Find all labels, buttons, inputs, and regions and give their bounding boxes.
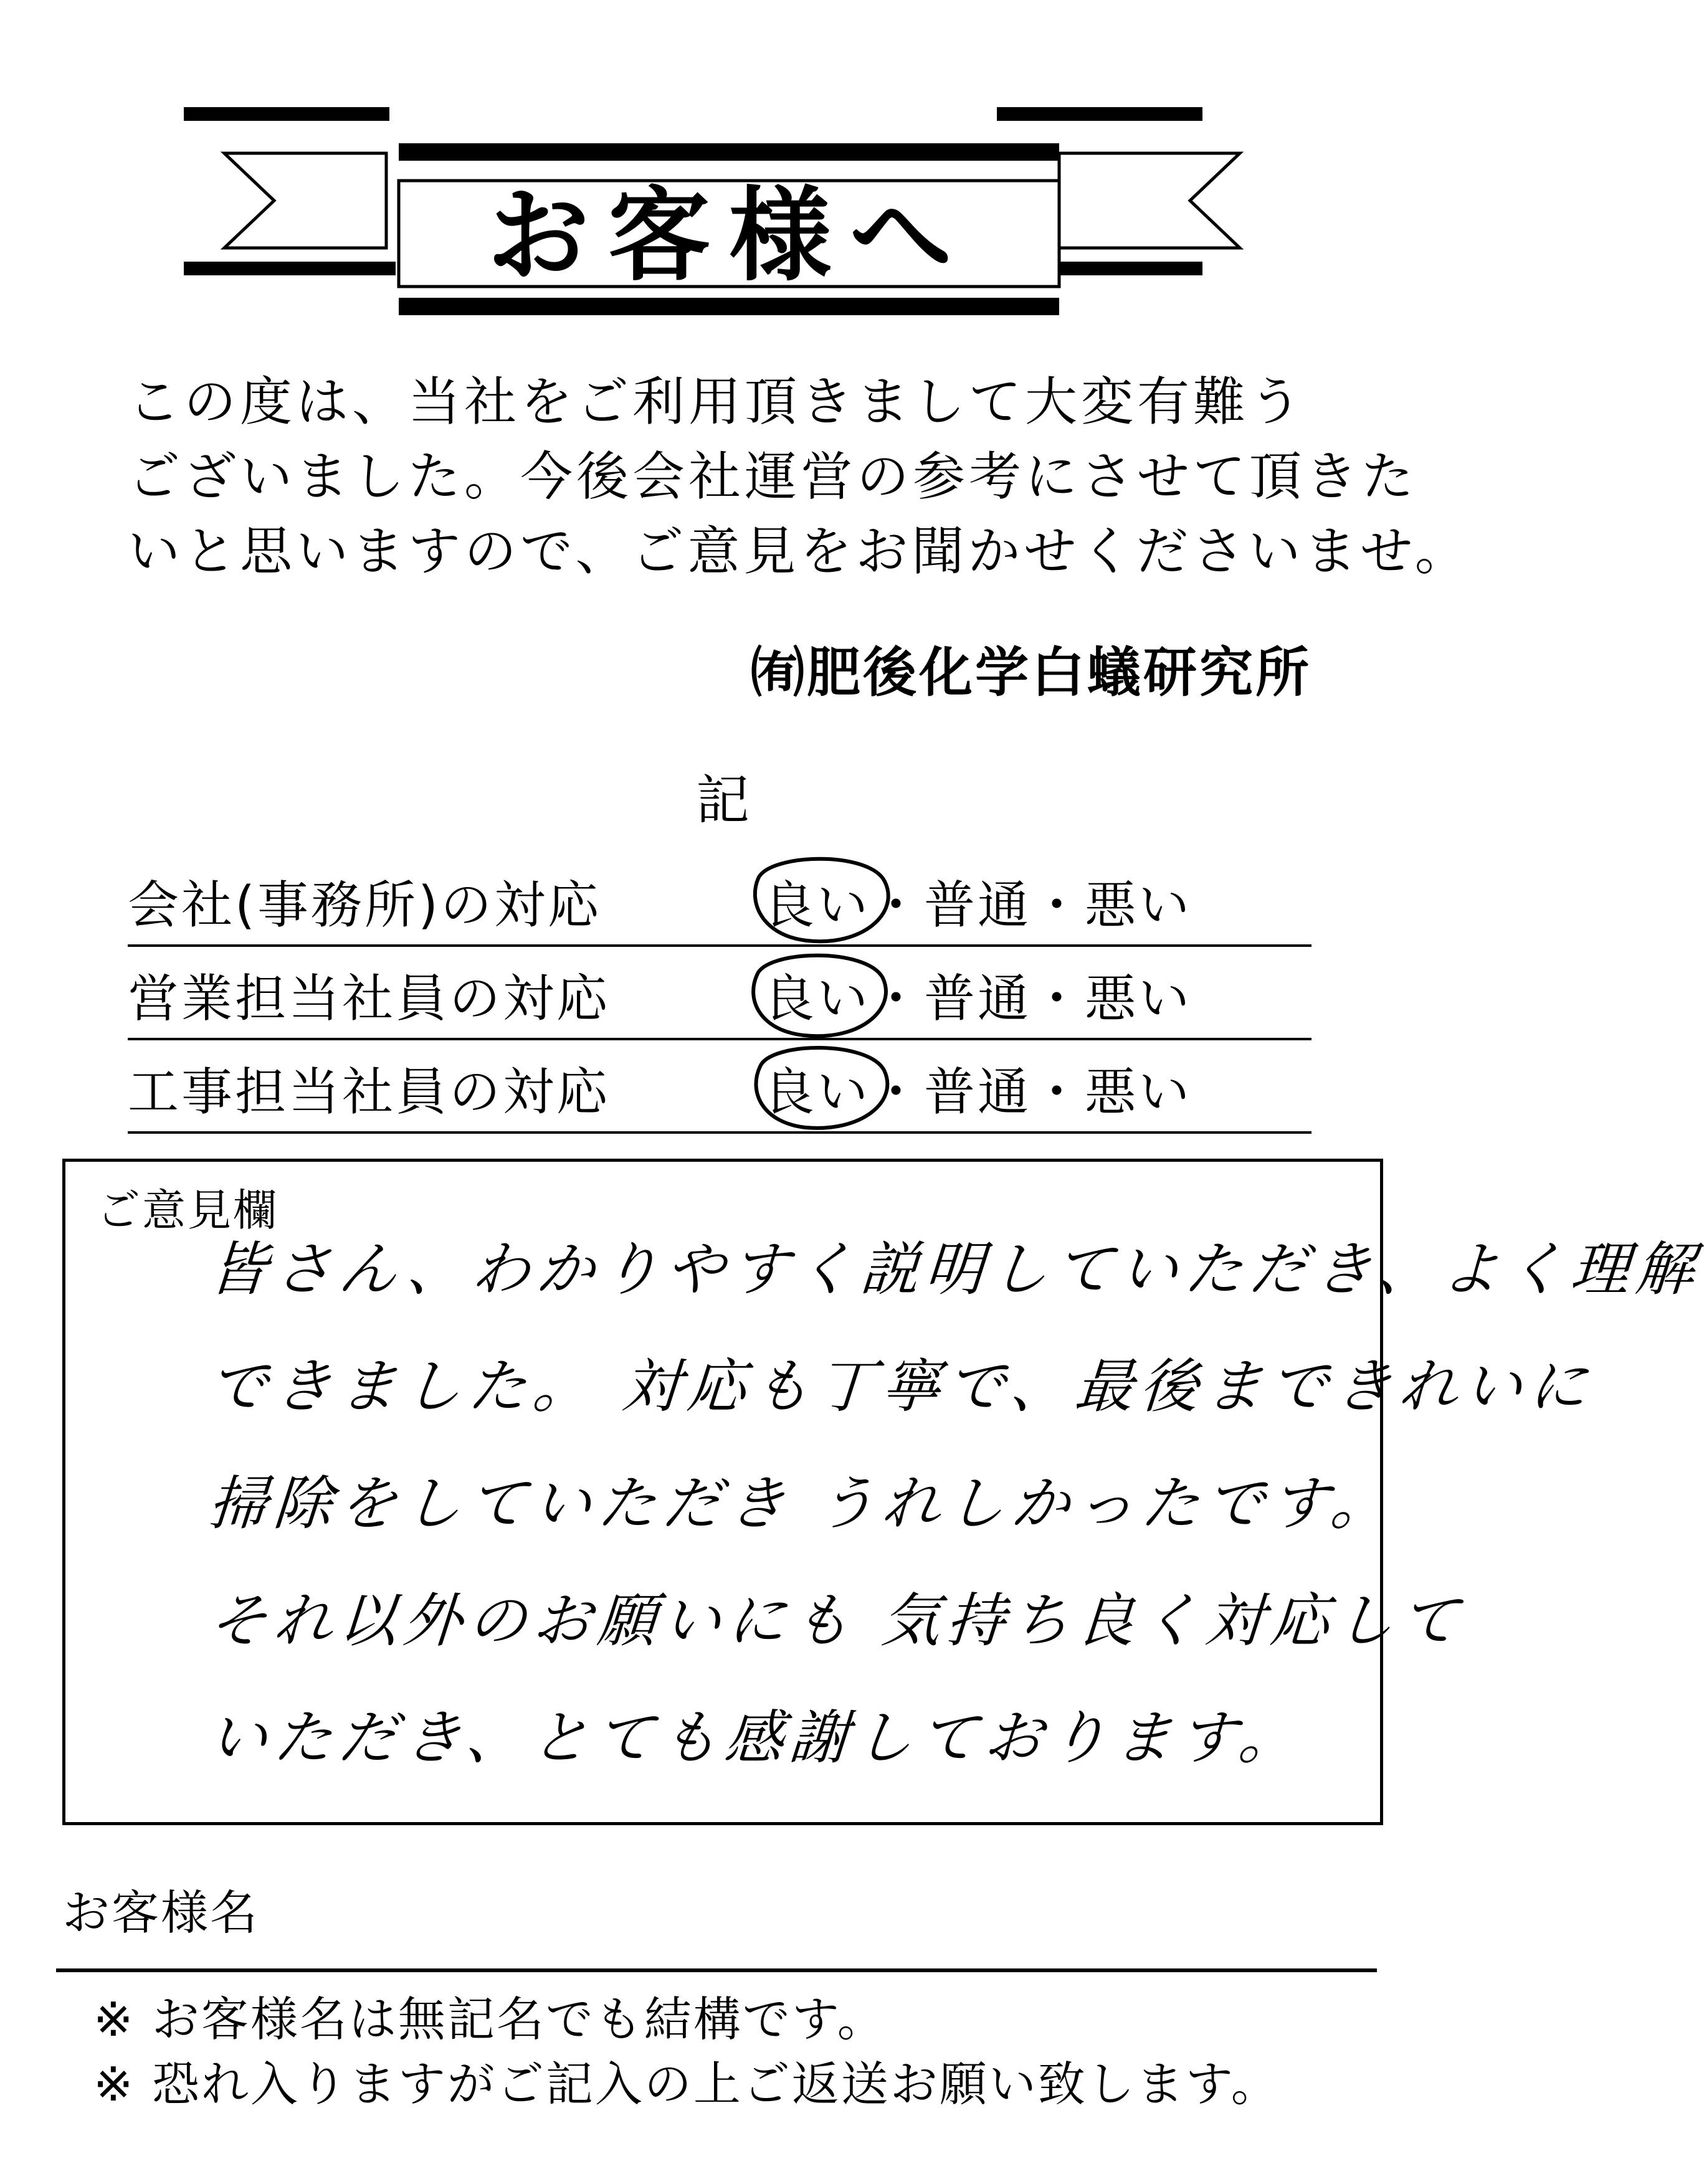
rating-option-normal[interactable]: 普通 — [924, 876, 1032, 935]
company-name: ㈲肥後化学白蟻研究所 — [751, 642, 1311, 704]
opinion-label: ご意見欄 — [97, 1185, 278, 1236]
rating-separator: ・ — [1031, 969, 1085, 1028]
intro-paragraph — [128, 364, 1471, 589]
rating-option-normal[interactable]: 普通 — [924, 1063, 1032, 1122]
intro-line: いと思いますので、ご意見をお聞かせくださいませ。 — [128, 521, 1471, 582]
rating-option-good[interactable]: 良い — [763, 1063, 871, 1122]
rating-separator: ・ — [870, 969, 925, 1028]
selection-circle — [128, 853, 1311, 947]
comment-line: できました。 対応も丁寧で、最後まできれいに — [206, 1353, 1596, 1421]
rating-separator: ・ — [870, 876, 925, 935]
footer-notes — [93, 1987, 1280, 2117]
rating-divider — [128, 1131, 1311, 1134]
note-line: ※ お客様名は無記名でも結構です。 — [93, 1992, 887, 2047]
rating-option-bad[interactable]: 悪い — [1085, 1063, 1192, 1122]
comment-line: 皆さん、わかりやすく説明していただき、よく理解 — [206, 1236, 1703, 1304]
comment-line: いただき、とても感謝しております。 — [206, 1704, 1306, 1772]
rating-separator: ・ — [1031, 876, 1085, 935]
rating-option-bad[interactable]: 悪い — [1085, 876, 1192, 935]
section-mark: 記 — [696, 769, 750, 832]
handwritten-comment — [206, 1212, 1703, 1797]
customer-name-label: お客様名 — [62, 1885, 259, 1940]
rating-separator: ・ — [870, 1063, 925, 1122]
page-title: お客様へ — [487, 175, 971, 295]
rating-label: 営業担当社員の対応 — [128, 969, 611, 1028]
selection-circle — [128, 947, 1311, 1040]
selection-circle — [128, 1040, 1311, 1134]
intro-line: ございました。今後会社運営の参考にさせて頂きた — [128, 446, 1418, 507]
rating-option-normal[interactable]: 普通 — [924, 969, 1032, 1028]
rating-option-good[interactable]: 良い — [763, 969, 871, 1028]
rating-row — [128, 853, 1311, 947]
rating-option-good[interactable]: 良い — [763, 876, 871, 935]
note-line: ※ 恐れ入りますがご記入の上ご返送お願い致します。 — [93, 2056, 1280, 2112]
customer-name-field[interactable] — [56, 1968, 1377, 1972]
comment-line: 掃除をしていただき うれしかったです。 — [206, 1470, 1398, 1538]
comment-line: それ以外のお願いにも 気持ち良く対応して — [206, 1587, 1467, 1655]
opinion-box[interactable] — [62, 1159, 1703, 1825]
rating-row — [128, 1040, 1311, 1134]
rating-label: 工事担当社員の対応 — [128, 1063, 611, 1122]
intro-line: この度は、当社をご利用頂きまして大変有難う — [128, 371, 1306, 432]
rating-option-bad[interactable]: 悪い — [1085, 969, 1192, 1028]
rating-separator: ・ — [1031, 1063, 1085, 1122]
rating-label: 会社(事務所)の対応 — [128, 876, 601, 935]
rating-row — [128, 947, 1311, 1040]
